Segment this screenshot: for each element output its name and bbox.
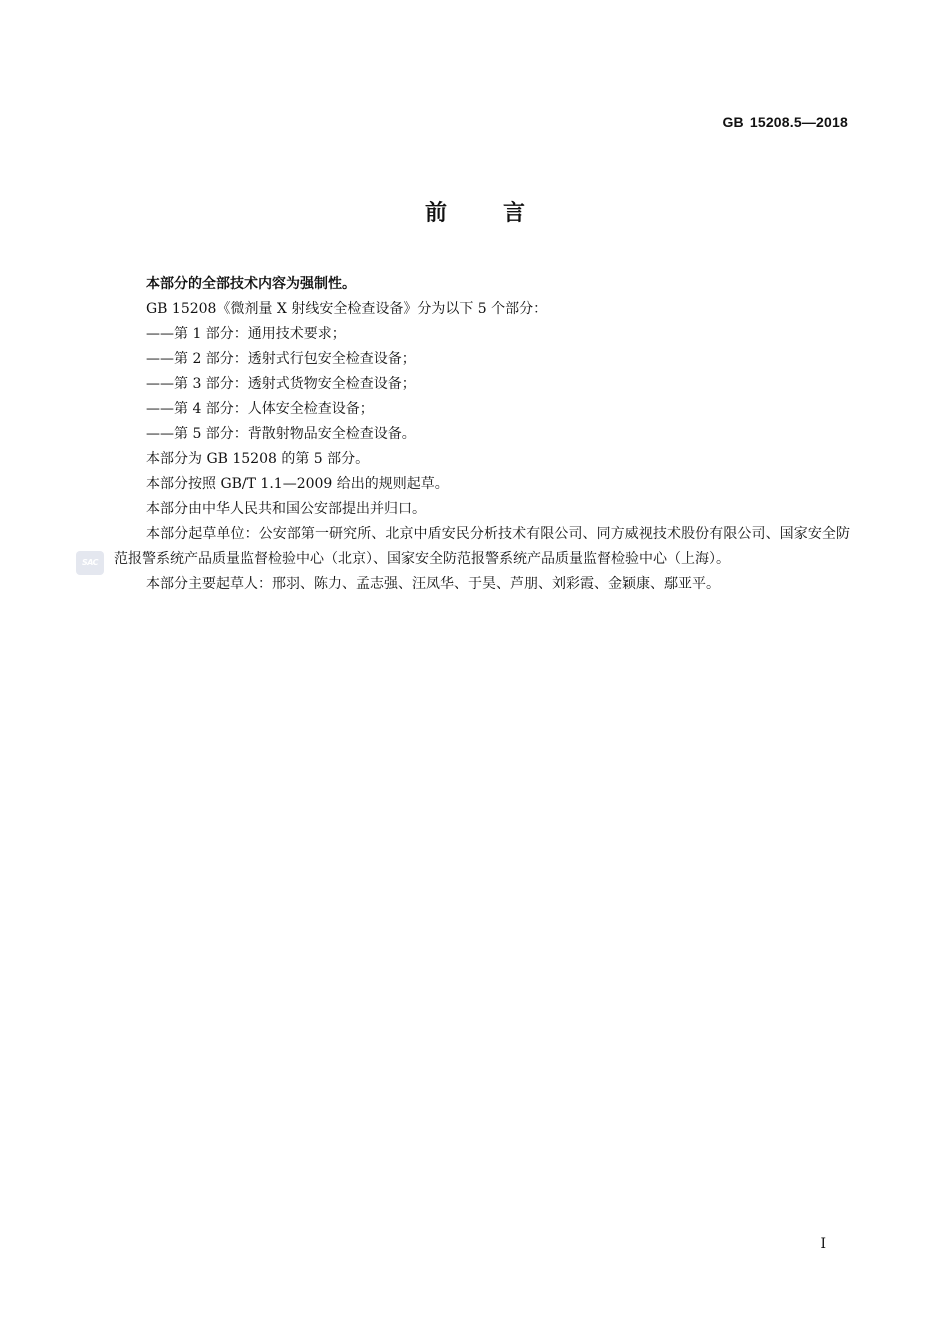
page-number: I <box>820 1236 826 1252</box>
list-item-part-1: ——第 1 部分：通用技术要求； <box>146 326 346 342</box>
drafters-paragraph: 本部分主要起草人：邢羽、陈力、孟志强、汪凤华、于昊、芦朋、刘彩霞、金颖康、鄢亚平。 <box>146 576 720 592</box>
drafting-rules-statement: 本部分按照 GB/T 1.1—2009 给出的规则起草。 <box>146 476 449 492</box>
list-item-part-5: ——第 5 部分：背散射物品安全检查设备。 <box>146 426 416 442</box>
list-item-part-3: ——第 3 部分：透射式货物安全检查设备； <box>146 376 416 392</box>
standard-code-prefix: GB <box>722 114 744 130</box>
list-item-part-2: ——第 2 部分：透射式行包安全检查设备； <box>146 351 416 367</box>
standard-code-header <box>722 114 848 130</box>
mandatory-statement: 本部分的全部技术内容为强制性。 <box>146 276 356 292</box>
list-item-part-4: ——第 4 部分：人体安全检查设备； <box>146 401 374 417</box>
drafting-units-paragraph: 本部分起草单位：公安部第一研究所、北京中盾安民分析技术有限公司、同方威视技术股份有限公司、国家安全防范报警系统产品质量监督检验中心（北京）、国家安全防范报警系统产品质量监督检验中心（上海）。 <box>114 526 850 567</box>
proposed-by-statement: 本部分由中华人民共和国公安部提出并归口。 <box>146 501 426 517</box>
sac-watermark-logo: SAC <box>76 551 104 575</box>
this-part-statement: 本部分为 GB 15208 的第 5 部分。 <box>146 451 370 467</box>
page-title: 前言 <box>424 201 581 226</box>
standard-code-number: 15208.5—2018 <box>749 114 848 130</box>
series-intro: GB 15208《微剂量 X 射线安全检查设备》分为以下 5 个部分： <box>146 301 548 317</box>
foreword-body <box>114 272 850 597</box>
